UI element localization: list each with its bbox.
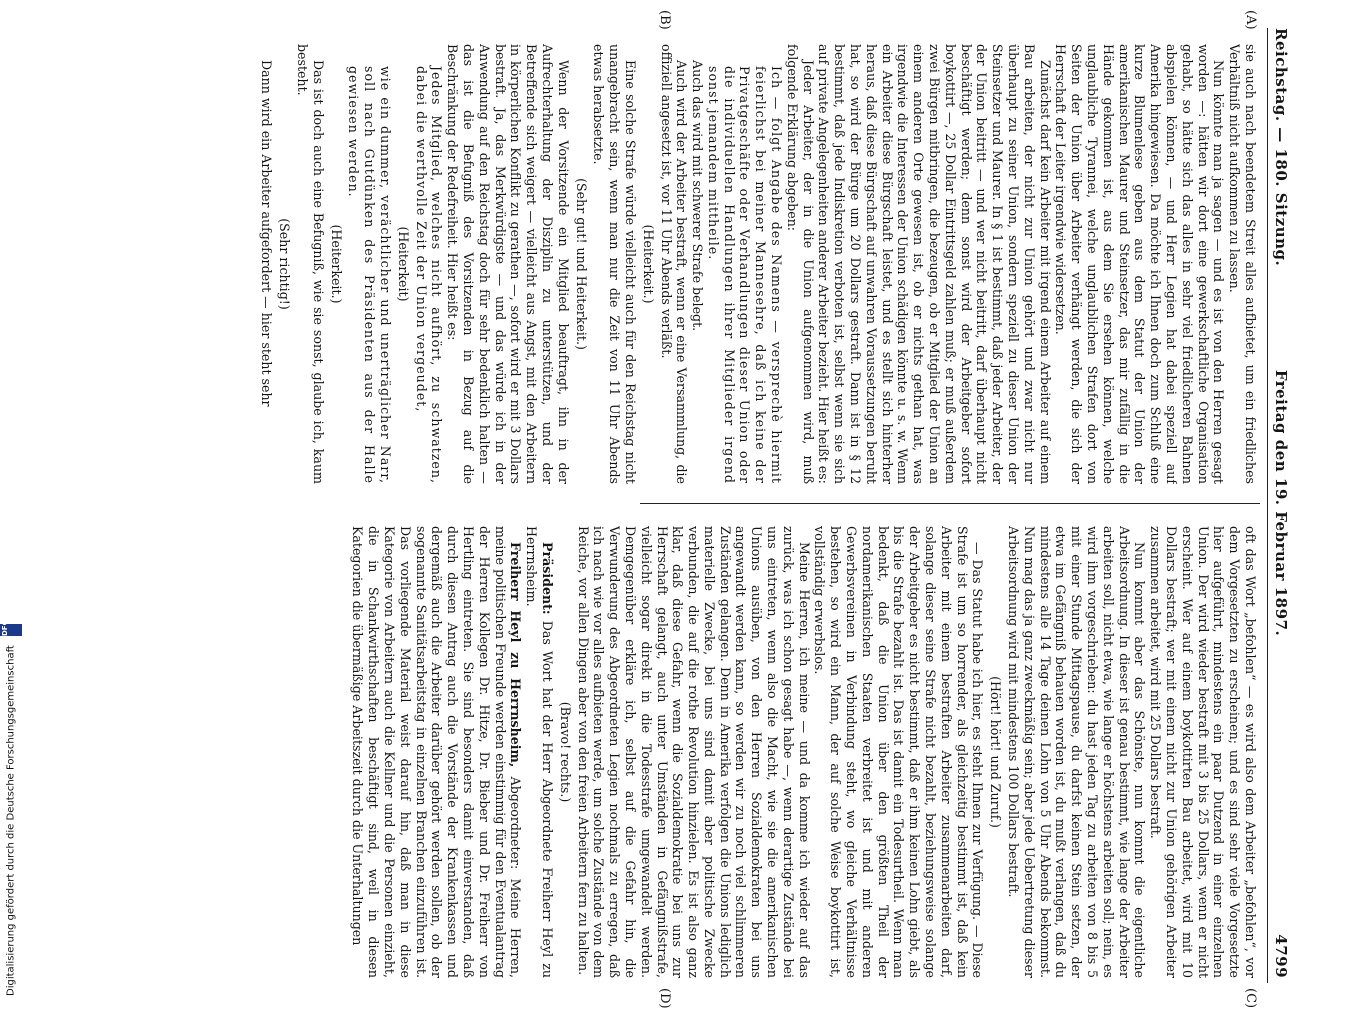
quoted-passage: wie ein dummer, verächtlicher und unerträglicher Narr, soll nach Gutdünken des Präsidenten aus der Halle gewiesen werden. (346, 66, 393, 484)
page-header (1268, 28, 1294, 978)
statement-text: Abgeordneter: Meine Herren, meine politischen Freunde werden einstimmig für den Eventualantrag der Herren Kollegen Dr. Hitze, Dr. Bieber und Dr. Freiherr von Hertling eintreten. Sie sind besonders damit einverstanden, daß durch diesen Antrag auch die Vorstände der Krankenkassen und dergemäß auch die Arbeiter darüber gehört werden sollen, ob der sogenannte Sanitätsarbeitstag in einzelnen Branchen einzuführen ist. Das vorliegende Material weist darauf hin, daß man in diese Kategorie von Arbeitern auch die Kellner und die Personen einzieht, die in Schankwirthschaften beschäftigt sind, weil in diesen Kategorien die übermäßige Arbeitszeit durch die Unterhaltungen (350, 526, 524, 978)
paragraph: Wenn der Vorsitzende ein Mitglied beauftragt, ihn in der Aufrechterhaltung der Disziplin zu unterstützen, und der Betreffende sich weigert — vielleicht aus Angst, mit den Arbeitern in körperlichen Konflikt zu gerathen —, sofort wird er mit 3 Dollars bestraft. Ja, das Merkwürdigste — und das würde ich in der Anwendung auf den Reichstag doch für sehr bedenklich halten — das ist die Befugniß des Vorsitzenden in Bezug auf die Beschränkung der Redefreiheit. Hier heißt es: (445, 44, 571, 484)
paragraph: Eine solche Strafe würde vielleicht auch für den Reichstag nicht unangebracht sein, wenn man nur die Zeit von 11 Uhr Abends etwas herabsetzte. (591, 44, 638, 484)
paragraph: Auch wird der Arbeiter bestraft, wenn er eine Versammlung, die offiziell angesetzt ist, vor 11 Uhr Abends verläßt. (658, 44, 690, 484)
margin-marker-d: (D) (657, 988, 672, 1009)
interjection: (Heiterkeit.) (640, 224, 656, 304)
paragraph: oft das Wort „befohlen“ — es wird also dem Arbeiter „befohlen“, vor dem Vorgesetzten zu erscheinen; und es sind sehr viele Vorgesetzte hier aufgeführt, mindestens ein paar Dutzend in einer einzelnen Union. Der wird wieder bestraft mit 3 bis 25 Dollars, wenn er nicht erscheint. Wer auf einem boykottirten Bau arbeitet, wird mit 10 Dollars bestraft; wer mit einem nicht zur Union gehörigen Arbeiter zusammen arbeitet, wird mit 25 Dollars bestraft. (1148, 526, 1258, 978)
interjection: (Sehr richtig!) (277, 218, 293, 310)
header-rule (1267, 28, 1268, 983)
header-title: Reichstag. — 180. Sitzung. (1272, 28, 1290, 267)
interjection: (Bravo! rechts.) (557, 701, 573, 803)
speaker-statement (350, 526, 524, 978)
paragraph: Zunächst darf kein Arbeiter mit irgend einem Arbeiter auf einem Bau arbeiten, der nicht zur Union gehört und zwar nicht nur überhaupt zu seiner Union, sondern speziell zu dieser Union der Steinsetzer und Maurer. In § 1 ist bestimmt, daß jeder Arbeiter, der der Union beitritt — und wer nicht beitritt, darf überhaupt nicht beschäftigt werden; denn sonst wird der Arbeitgeber sofort boykottirt —, 25 Dollar Eintrittsgeld zahlen muß; er muß außerdem zwei Bürgen mitbringen, die bezeugen, ob er Mitglied der Union an einem anderen Orte gewesen ist, ob er nichts gethan hat, was irgendwie die Interessen der Union schädigen könnte u. s. w. Wenn ein Arbeiter diese Bürgschaft leistet, und es stellt sich hinterher heraus, daß diese Bürgschaft auf unwahren Voraussetzungen beruht hat, so wird der Bürge um 20 Dollars gestraft. Dann ist in § 12 bestimmt, daß jede Indiskretion verboten ist, selbst wenn sie sich auf private Angelegenheiten anderer Arbeiter bezieht. Hier heißt es: (816, 44, 1053, 484)
paragraph: Das ist doch auch eine Befugniß, wie sie sonst, glaube ich, kaum besteht. (294, 44, 326, 484)
column-divider (640, 503, 1260, 504)
statement-text: Das Wort hat der Herr Abgeordnete Freiherr Heyl zu Herrnsheim. (524, 526, 555, 978)
paragraph: Jeder Arbeiter, der in die Union aufgenommen wird, muß folgende Erklärung abgeben: (784, 44, 816, 484)
margin-marker-c: (C) (1243, 988, 1258, 1009)
credit-text: Digitalisierung gefördert durch die Deutsche Forschungsgemeinschaft (5, 645, 17, 996)
interjection: (Hört! hört! und Zuruf.) (988, 676, 1004, 828)
margin-marker-b: (B) (657, 10, 672, 30)
speaker-name: Freiherr Heyl zu Herrnsheim, (508, 542, 524, 768)
quoted-passage: Ich — folgt Angabe des Namens — versprechè hiermit feierlichst bei meiner Mannesehre, daß ich keine der Privatgeschäfte oder Verhandlungen dieser Union oder die individuellen Handlungen ihrer Mitglieder irgend sonst jemandem mittheile. (705, 66, 785, 484)
paragraph: Auch das wird mit schwerer Strafe belegt. (690, 60, 706, 332)
digitization-credit (1, 606, 18, 996)
left-column (98, 44, 1258, 484)
speaker-name: Präsident: (539, 542, 555, 615)
dfg-logo: DFG (0, 624, 22, 636)
paragraph: Dann wird ein Arbeiter aufgefordert — hier steht sehr (259, 60, 275, 407)
header-date: Freitag den 19. Februar 1897. (1272, 369, 1290, 637)
margin-marker-a: (A) (1243, 10, 1258, 30)
interjection: (Heiterkeit.) (328, 224, 344, 304)
interjection: (Heiterkeit) (395, 226, 411, 302)
president-statement (523, 526, 555, 978)
paragraph: Nun kommt aber das Schönste, nun kommt die eigentliche Arbeitsordnung. In dieser ist genau bestimmt, wie lange der Arbeiter arbeiten soll, nicht etwa, wie lange er höchstens arbeiten soll; nein, es wird ihm vorgeschrieben: du hast jeden Tag zu arbeiten von 8 bis 5 mit einer Stunde Mittagspause, du darfst keinen Stein setzen, der etwa im Gefängniß behauen worden ist, du mußt verlangen, daß du mindestens alle 14 Tage deinen Lohn von 5 Uhr Abends bekommst. Nun mag das ja ganz zweckmäßig sein; aber jede Uebertretung dieser Arbeitsordnung wird mit mindestens 100 Dollars bestraft. (1006, 526, 1148, 978)
document-page (6, 8, 1296, 1008)
right-column (98, 526, 1258, 978)
paragraph: sie auch nach beendetem Streit alles aufbietet, um ein friedliches Verhältniß nicht aufkommen zu lassen. (1227, 44, 1258, 484)
paragraph: Meine Herren, ich meine — und da komme ich wieder auf das zurück, was ich schon gesagt habe —, wenn derartige Zustände bei uns eintreten, wenn also die Macht, wie sie die amerikanischen Unions ausüben, von den Herren Sozialdemokraten bei uns angewandt werden kann, so werden wir zu noch viel schlimmeren Zuständen gelangen. Denn in Amerika verfolgen die Unions lediglich materielle Zwecke, bei uns sind damit aber politische Zwecke verbunden, die auf die rothe Revolution hinzielen. Es ist also ganz klar, daß diese Gefahr, wenn die Sozialdemokratie bei uns zur Herrschaft gelangt, auch unter Umständen in Gefängnißstrafe, vielleicht sogar direkt in die Todesstrafe umgewandelt werden. Demgegenüber erkläre ich, selbst auf die Gefahr hin, die Verwunderung des Abgeordneten Legien nochmals zu erregen, daß ich nach wie vor alles aufbieten werde, um solche Zustände von dem Reiche, vor allen Dingen aber von den freien Arbeitern fern zu halten. (575, 526, 812, 978)
paragraph: Nun könnte man ja sagen — und es ist von den Herren gesagt worden —: hätten wir dort eine gewerkschaftliche Organisation gehabt, so hätte sich das alles in sehr viel friedlicheren Bahnen abspielen können, — und Herr Legien hat dabei speziell auf Amerika hingewiesen. Da möchte ich Ihnen doch zum Schluß eine kurze Blumenlese geben aus dem Statut der Union der amerikanischen Maurer und Steinsetzer, das mir zufällig in die Hände gekommen ist, aus dem Sie ersehen können, welche unglaubliche Tyrannei, welche unglaublichen Strafen dort von Seiten der Union über Arbeiter verhängt werden, die sich der Herrschaft der Leiter irgendwie widersetzen. (1053, 44, 1227, 484)
paragraph: — Das Statut habe ich hier, es steht Ihnen zur Verfügung. — Diese Strafe ist um so horrender, als gleichzeitig bestimmt ist, daß kein Arbeiter mit einem bestraften Arbeiter zusammenarbeiten darf, solange dieser seine Strafe nicht bezahlt, beziehungsweise solange der Arbeitgeber es nicht bestimmt, daß er ihm keinen Lohn giebt, als bis die Strafe bezahlt ist. Das ist damit ein Todesurtheil. Wenn man bedenkt, daß die Union über den größten Theil der nordamerikanischen Staaten verbreitet ist und mit anderen Gewerbsvereinen in Verbindung steht, wo gleiche Verhältnisse bestehen, so wird ein Mann, der auf solche Weise boykottirt ist, vollständig erwerbslos. (812, 526, 986, 978)
interjection: (Sehr gut! und Heiterkeit.) (573, 178, 589, 350)
page-number: 4799 (1272, 934, 1290, 979)
quoted-passage: Jedes Mitglied, welches nicht aufhört, zu schwatzen, dabei die werthvolle Zeit der Union vergeudet, (413, 66, 445, 484)
